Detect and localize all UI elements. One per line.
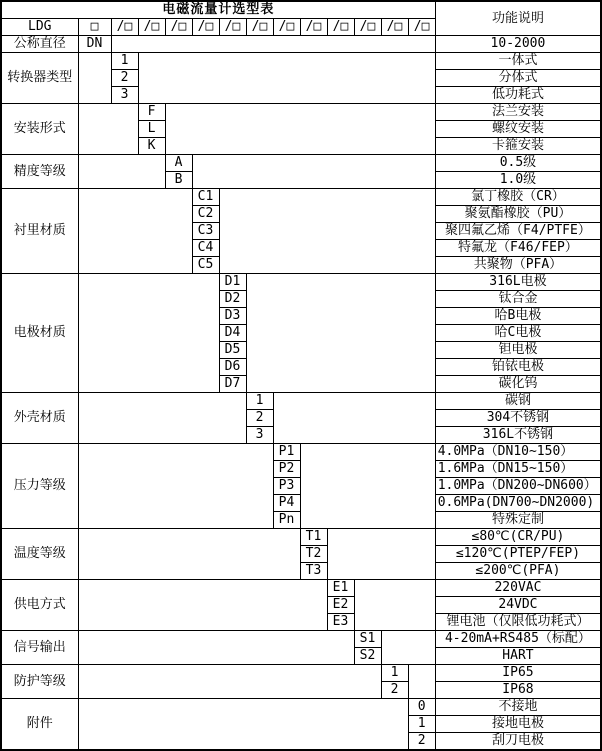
desc-cell: 不接地: [435, 699, 601, 716]
code-cell: P3: [273, 478, 300, 495]
option-code-slot: /□: [246, 19, 273, 36]
code-cell: T2: [300, 546, 327, 563]
filler-cell: [300, 444, 435, 529]
desc-cell: 1.6MPa（DN15~150）: [435, 461, 601, 478]
desc-cell: IP65: [435, 665, 601, 682]
code-cell: D5: [219, 342, 246, 359]
code-cell: D7: [219, 376, 246, 393]
option-code-slot: /□: [192, 19, 219, 36]
desc-cell: 氯丁橡胶（CR）: [435, 189, 601, 206]
option-code-slot: /□: [165, 19, 192, 36]
code-cell: 1: [408, 716, 435, 733]
desc-cell: 1.0MPa（DN200~DN600）: [435, 478, 601, 495]
desc-cell: 接地电极: [435, 716, 601, 733]
desc-cell: 螺纹安装: [435, 121, 601, 138]
filler-cell: [273, 393, 435, 444]
filler-cell: [78, 665, 381, 699]
section-label: 防护等级: [1, 665, 78, 699]
code-cell: E2: [327, 597, 354, 614]
code-cell: B: [165, 172, 192, 189]
option-code-slot: /□: [381, 19, 408, 36]
desc-cell: 一体式: [435, 53, 601, 70]
desc-cell: ≤80℃(CR/PU): [435, 529, 601, 546]
filler-cell: [165, 104, 435, 155]
filler-cell: [192, 155, 435, 189]
code-cell: K: [138, 138, 165, 155]
desc-cell: 碳钢: [435, 393, 601, 410]
desc-cell: 聚氨酯橡胶（PU）: [435, 206, 601, 223]
code-cell: T3: [300, 563, 327, 580]
desc-cell: 钽电极: [435, 342, 601, 359]
section-label: 供电方式: [1, 580, 78, 631]
code-cell: P2: [273, 461, 300, 478]
desc-cell: 220VAC: [435, 580, 601, 597]
code-cell: 1: [381, 665, 408, 682]
section-label: 精度等级: [1, 155, 78, 189]
section-label: 公称直径: [1, 36, 78, 53]
code-cell: S1: [354, 631, 381, 648]
model-prefix-cell: LDG: [1, 19, 78, 36]
section-label: 转换器类型: [1, 53, 78, 104]
code-cell: 3: [246, 427, 273, 444]
code-cell: C3: [192, 223, 219, 240]
filler-cell: [78, 189, 192, 274]
option-code-slot: /□: [273, 19, 300, 36]
code-cell: 1: [246, 393, 273, 410]
code-cell: C1: [192, 189, 219, 206]
desc-cell: 304不锈钢: [435, 410, 601, 427]
filler-cell: [219, 189, 435, 274]
base-code-slot: □: [78, 19, 111, 36]
desc-cell: 法兰安装: [435, 104, 601, 121]
filler-cell: [78, 393, 246, 444]
code-cell: 2: [111, 70, 138, 87]
section-label: 安装形式: [1, 104, 78, 155]
option-code-slot: /□: [138, 19, 165, 36]
filler-cell: [78, 699, 408, 751]
code-cell: C4: [192, 240, 219, 257]
desc-cell: 铂铱电极: [435, 359, 601, 376]
filler-cell: [408, 665, 435, 699]
code-cell: 2: [381, 682, 408, 699]
filler-cell: [78, 274, 219, 393]
desc-cell: 共聚物（PFA）: [435, 257, 601, 274]
section-label: 信号输出: [1, 631, 78, 665]
desc-cell: 聚四氟乙烯（F4/PTFE）: [435, 223, 601, 240]
code-cell: D6: [219, 359, 246, 376]
filler-cell: [78, 631, 354, 665]
desc-cell: 316L电极: [435, 274, 601, 291]
table-title: 电磁流量计选型表: [1, 1, 435, 19]
function-column-header: 功能说明: [435, 1, 601, 36]
filler-cell: [111, 36, 435, 53]
filler-cell: [78, 53, 111, 104]
desc-cell: 哈B电极: [435, 308, 601, 325]
filler-cell: [78, 155, 165, 189]
filler-cell: [78, 529, 300, 580]
desc-cell: 24VDC: [435, 597, 601, 614]
filler-cell: [327, 529, 435, 580]
desc-cell: 碳化钨: [435, 376, 601, 393]
option-code-slot: /□: [300, 19, 327, 36]
desc-cell: 1.0级: [435, 172, 601, 189]
desc-cell: ≤200℃(PFA): [435, 563, 601, 580]
code-cell: A: [165, 155, 192, 172]
code-cell: L: [138, 121, 165, 138]
code-cell: D1: [219, 274, 246, 291]
code-cell: 2: [408, 733, 435, 751]
section-label: 压力等级: [1, 444, 78, 529]
code-cell: P4: [273, 495, 300, 512]
filler-cell: [354, 580, 435, 631]
section-label: 外壳材质: [1, 393, 78, 444]
desc-cell: IP68: [435, 682, 601, 699]
code-cell: 3: [111, 87, 138, 104]
desc-cell: 4.0MPa（DN10~150）: [435, 444, 601, 461]
desc-cell: 锂电池（仅限低功耗式）: [435, 614, 601, 631]
filler-cell: [138, 53, 435, 104]
desc-cell: 特氟龙（F46/FEP）: [435, 240, 601, 257]
code-cell: C2: [192, 206, 219, 223]
desc-cell: 10-2000: [435, 36, 601, 53]
filler-cell: [381, 631, 435, 665]
code-cell: F: [138, 104, 165, 121]
code-cell: P1: [273, 444, 300, 461]
desc-cell: 4-20mA+RS485（标配）: [435, 631, 601, 648]
desc-cell: HART: [435, 648, 601, 665]
desc-cell: 低功耗式: [435, 87, 601, 104]
desc-cell: 0.5级: [435, 155, 601, 172]
code-cell: C5: [192, 257, 219, 274]
filler-cell: [246, 274, 435, 393]
code-cell: D3: [219, 308, 246, 325]
section-label: 温度等级: [1, 529, 78, 580]
filler-cell: [78, 580, 327, 631]
code-cell: E1: [327, 580, 354, 597]
code-cell: 1: [111, 53, 138, 70]
section-label: 衬里材质: [1, 189, 78, 274]
code-cell: T1: [300, 529, 327, 546]
desc-cell: 哈C电极: [435, 325, 601, 342]
code-cell: S2: [354, 648, 381, 665]
desc-cell: 刮刀电极: [435, 733, 601, 751]
option-code-slot: /□: [111, 19, 138, 36]
desc-cell: 卡箍安装: [435, 138, 601, 155]
desc-cell: 0.6MPa(DN700~DN2000): [435, 495, 601, 512]
desc-cell: ≤120℃(PTEP/FEP): [435, 546, 601, 563]
code-cell: 2: [246, 410, 273, 427]
code-cell: 0: [408, 699, 435, 716]
code-cell: E3: [327, 614, 354, 631]
code-cell: D4: [219, 325, 246, 342]
option-code-slot: /□: [219, 19, 246, 36]
option-code-slot: /□: [354, 19, 381, 36]
code-cell: DN: [78, 36, 111, 53]
filler-cell: [78, 104, 138, 155]
code-cell: Pn: [273, 512, 300, 529]
section-label: 附件: [1, 699, 78, 751]
option-code-slot: /□: [408, 19, 435, 36]
desc-cell: 分体式: [435, 70, 601, 87]
desc-cell: 钛合金: [435, 291, 601, 308]
code-cell: D2: [219, 291, 246, 308]
filler-cell: [78, 444, 273, 529]
desc-cell: 特殊定制: [435, 512, 601, 529]
desc-cell: 316L不锈钢: [435, 427, 601, 444]
section-label: 电极材质: [1, 274, 78, 393]
option-code-slot: /□: [327, 19, 354, 36]
